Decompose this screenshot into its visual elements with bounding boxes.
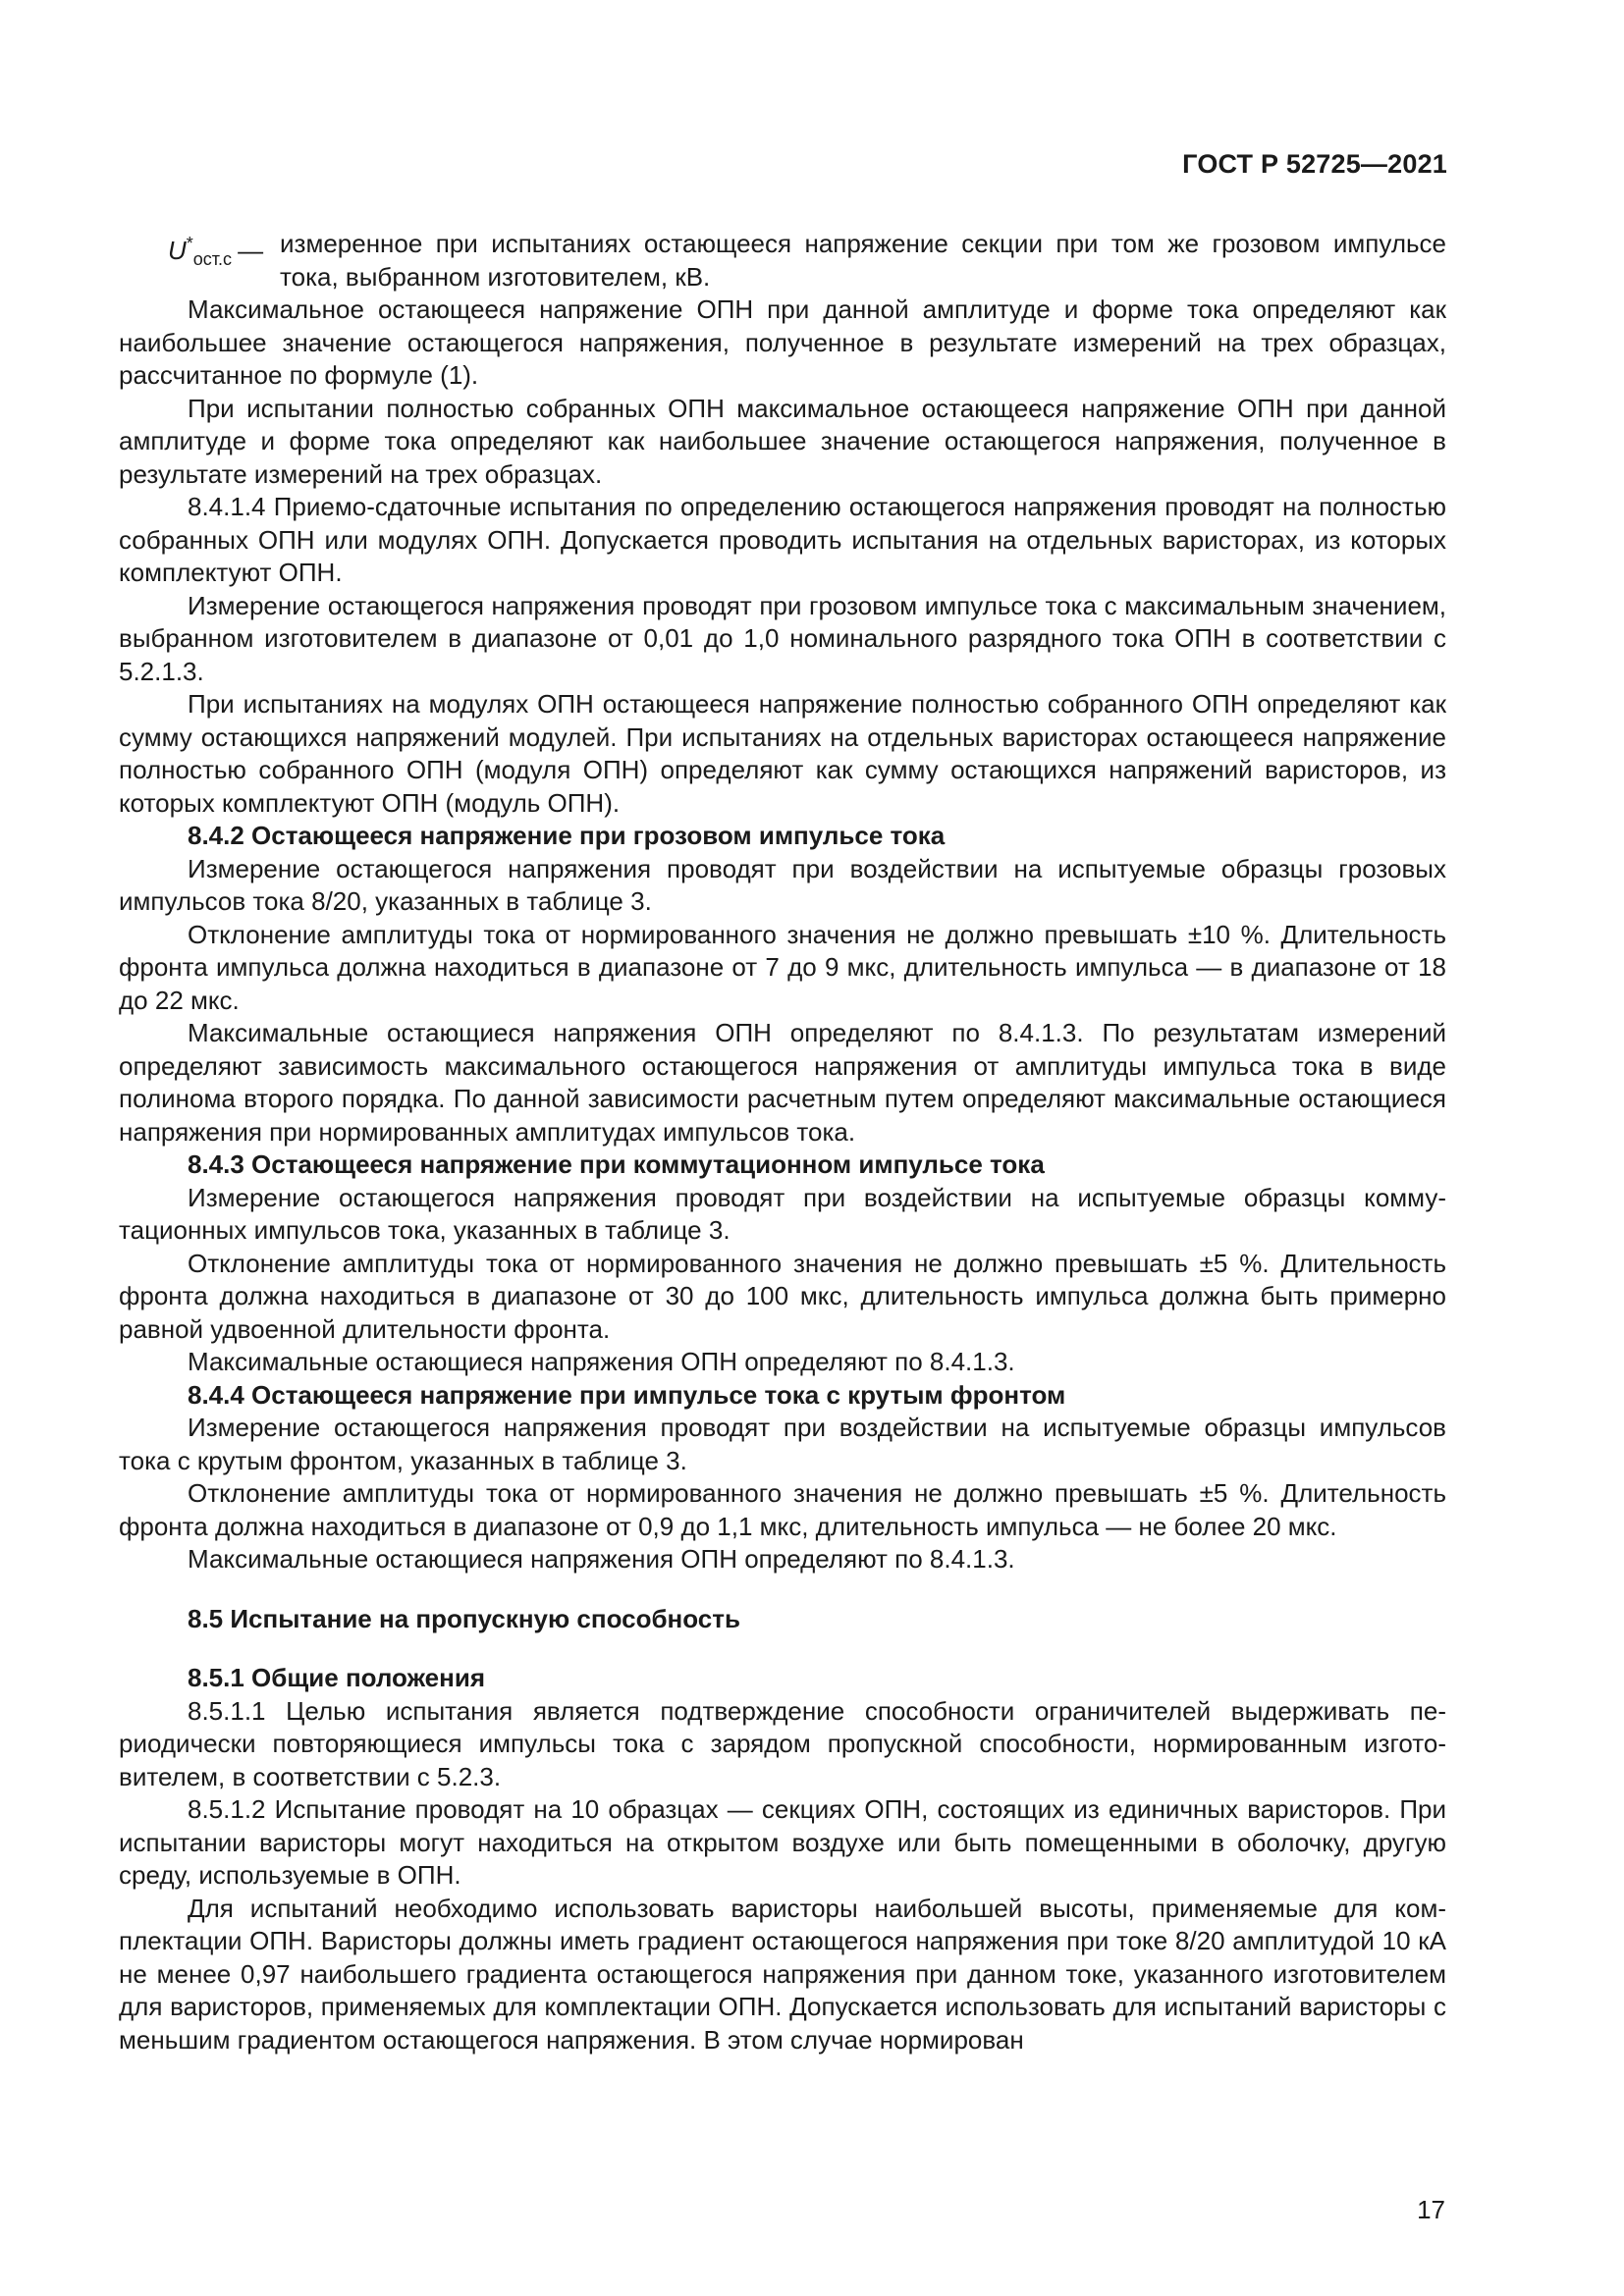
symbol-letter: U bbox=[168, 236, 187, 265]
body-paragraph: Измерение остающегося напряжения проводят при воздействии на испытуемые образцы коммутационных импульсов тока, указанных в таблице 3. bbox=[119, 1182, 1446, 1245]
body-paragraph: Отклонение амплитуды тока от нормированного значения не должно превышать ±10 %. Длительность фронта импульса должна находиться в диапазоне от 7 до 9 мкс, длительность импульса — в диапазоне от 18 до 22 мкс. bbox=[119, 919, 1446, 1015]
symbol-subscript: ост.с bbox=[192, 249, 233, 269]
section-heading: 8.5 Испытание на пропускную способность bbox=[188, 1603, 740, 1633]
body-paragraph: Отклонение амплитуды тока от нормированного значения не должно превышать ±5 %. Длительность фронта должна находиться в диапазоне от 0,9 до 1,1 мкс, длительность импульса — не более 20 мкс. bbox=[119, 1478, 1446, 1541]
page-body bbox=[119, 228, 1446, 2056]
body-paragraph: При испытаниях на модулях ОПН остающееся напряжение полностью собранного ОПН определяют как сумму остающихся напряжений модулей. При испытаниях на отдельных варисторах остающееся напряжение полностью собранного ОПН (модуля ОПН) определяют как сумму остающихся напряжений варисторов, из которых комплектуют ОПН (модуль ОПН). bbox=[119, 689, 1446, 818]
section-heading: 8.4.2 Остающееся напряжение при грозовом импульсе тока bbox=[188, 821, 946, 850]
body-paragraph: Измерение остающегося напряжения проводят при воздействии на испытуемые образцы грозовых импульсов тока 8/20, указанных в таблице 3. bbox=[119, 853, 1446, 916]
body-paragraph: Максимальные остающиеся напряжения ОПН определяют по 8.4.1.3. bbox=[188, 1544, 1015, 1574]
section-heading: 8.5.1 Общие положения bbox=[188, 1663, 485, 1692]
paragraph-list bbox=[119, 294, 1446, 2056]
body-paragraph: 8.5.1.2 Испытание проводят на 10 образцах — секциях ОПН, состоящих из единичных варисторов. При испытании варисторы могут находиться на открытом воздухе или быть помещенными в оболочку, другую среду, используемые в ОПН. bbox=[119, 1794, 1446, 1890]
body-paragraph: 8.5.1.1 Целью испытания является подтверждение способности ограничителей выдерживать периодически повторяющиеся импульсы тока с зарядом пропускной способности, нормированным изготовителем, в соответствии с 5.2.3. bbox=[119, 1695, 1446, 1791]
definition-text: измеренное при испытаниях остающееся напряжение секции при том же грозовом импульсе тока, выбранном изготовителем, кВ. bbox=[280, 229, 1446, 292]
definition-dash: — bbox=[238, 236, 264, 265]
body-paragraph: Измерение остающегося напряжения проводят при воздействии на испытуемые образцы импульсов тока с крутым фронтом, указанных в таблице 3. bbox=[119, 1413, 1446, 1475]
symbol-definition bbox=[119, 228, 1446, 294]
document-code: ГОСТ Р 52725—2021 bbox=[1182, 149, 1447, 179]
body-paragraph: Максимальные остающиеся напряжения ОПН определяют по 8.4.1.3. По результатам измерений определяют зависимость максимального остающегося напряжения от амплитуды импульса тока в виде полинома второго порядка. По данной зависимости расчетным путем определяют максимальные остающиеся напряжения при нормированных амплитудах импульсов тока. bbox=[119, 1018, 1446, 1147]
section-heading: 8.4.4 Остающееся напряжение при импульсе тока с крутым фронтом bbox=[188, 1379, 1066, 1410]
body-paragraph: Измерение остающегося напряжения проводят при грозовом импульсе тока с максимальным значением, выбранном изготовителем в диапазоне от 0,01 до 1,0 номинального разрядного тока ОПН в соответствии с 5.2.1.3. bbox=[119, 590, 1446, 686]
body-paragraph: Максимальное остающееся напряжение ОПН при данной амплитуде и форме тока определяют как наибольшее значение остающегося напряжения, полученное в результате измерений на трех образцах, рассчитанное по формуле (1). bbox=[119, 294, 1446, 390]
body-paragraph: Максимальные остающиеся напряжения ОПН определяют по 8.4.1.3. bbox=[188, 1347, 1015, 1376]
symbol-term bbox=[119, 228, 280, 294]
body-paragraph: При испытании полностью собранных ОПН максимальное остающееся напряжение ОПН при данной амплитуде и форме тока определяют как наибольшее значение остающегося напряжения, полученное в результате измерений на трех образцах. bbox=[119, 393, 1446, 489]
body-paragraph: Для испытаний необходимо использовать варисторы наибольшей высоты, применяемые для комплектации ОПН. Варисторы должны иметь градиент остающегося напряжения при токе 8/20 амплитудой 10 кА не менее 0,97 наибольшего градиента остающегося напряжения при данном токе, указанного изготовителем для варисторов, применяемых для комплектации ОПН. Допускается использовать для испытаний варисторы с меньшим градиентом остающегося напряжения. В этом случае нормирован bbox=[119, 1893, 1446, 2055]
page-number: 17 bbox=[1417, 2195, 1445, 2224]
body-paragraph: 8.4.1.4 Приемо-сдаточные испытания по определению остающегося напряжения проводят на полностью собранных ОПН или модулях ОПН. Допускается проводить испытания на отдельных варисторах, из которых комплектуют ОПН. bbox=[119, 492, 1446, 587]
body-paragraph: Отклонение амплитуды тока от нормированного значения не должно превышать ±5 %. Длительность фронта должна находиться в диапазоне от 30 до 100 мкс, длительность импульса должна быть примерно равной удвоенной длительности фронта. bbox=[119, 1248, 1446, 1344]
section-heading: 8.4.3 Остающееся напряжение при коммутационном импульсе тока bbox=[188, 1149, 1045, 1179]
symbol-superscript: * bbox=[186, 234, 193, 253]
